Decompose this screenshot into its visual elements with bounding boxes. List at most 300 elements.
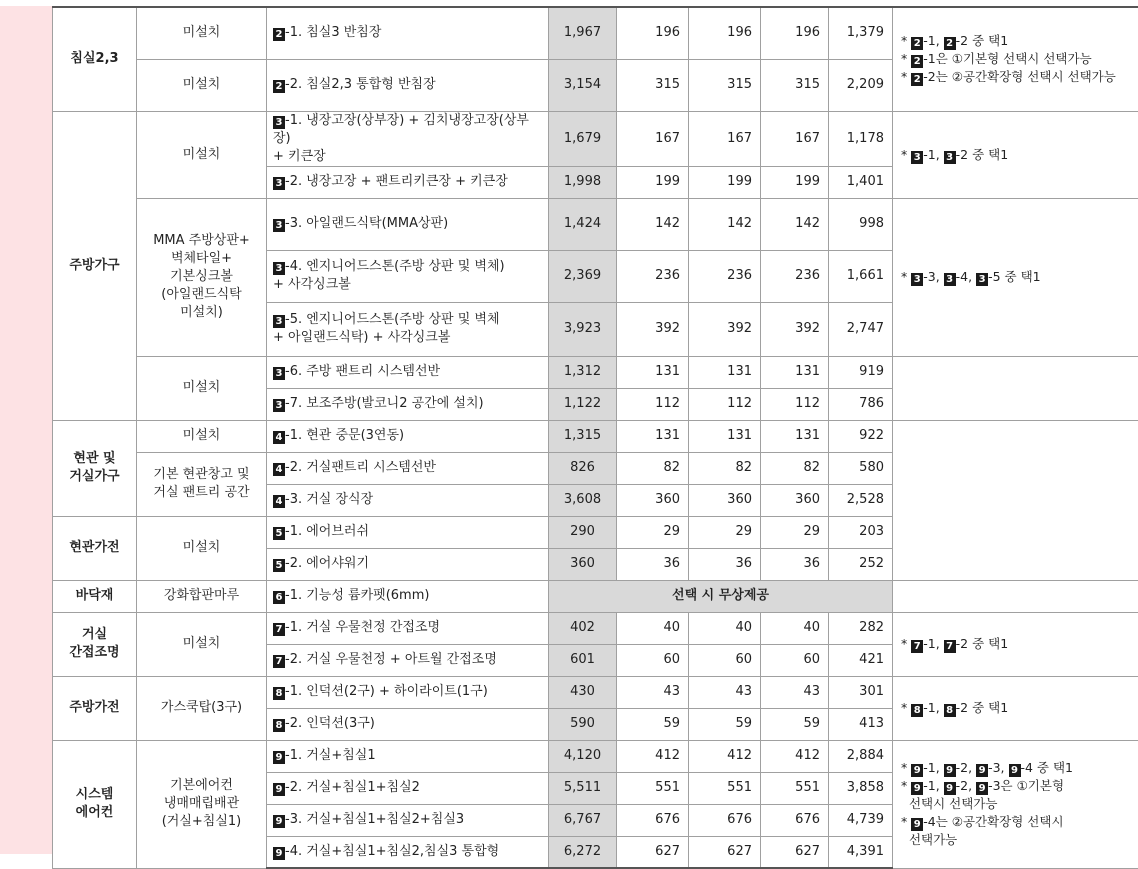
interim-payment: 29 bbox=[803, 524, 820, 539]
total-price: 1,998 bbox=[564, 174, 601, 189]
option-item-cell bbox=[267, 166, 549, 198]
base-spec-cell bbox=[137, 516, 267, 580]
note-line bbox=[901, 68, 1130, 86]
contract-payment: 551 bbox=[655, 780, 680, 795]
interim-payment-2-cell bbox=[761, 7, 829, 59]
option-item-label: -6. 주방 팬트리 시스템선반 bbox=[285, 364, 440, 379]
contract-payment: 40 bbox=[663, 620, 680, 635]
note-text: -2, bbox=[956, 760, 976, 775]
balance-cell bbox=[829, 452, 893, 484]
contract-payment-cell bbox=[617, 740, 689, 772]
total-price: 3,923 bbox=[564, 321, 601, 336]
note-line bbox=[901, 777, 1130, 795]
interim-payment: 59 bbox=[803, 716, 820, 731]
base-spec-label: 가스쿡탑(3구) bbox=[161, 700, 242, 715]
category-cell bbox=[53, 420, 137, 516]
total-price-cell bbox=[549, 166, 617, 198]
category-cell bbox=[53, 111, 137, 420]
interim-payment: 131 bbox=[795, 364, 820, 379]
base-spec-label: 강화합판마루 bbox=[164, 588, 239, 603]
base-spec-cell bbox=[137, 59, 267, 111]
note-bullet: * bbox=[901, 147, 911, 162]
balance-cell bbox=[829, 740, 893, 772]
note-cell bbox=[893, 198, 1138, 356]
category-cell bbox=[53, 740, 137, 868]
number-box-icon: 3 bbox=[273, 367, 285, 380]
note-bullet: * bbox=[901, 269, 911, 284]
note-line bbox=[901, 635, 1130, 653]
contract-payment-cell bbox=[617, 166, 689, 198]
contract-payment-cell bbox=[617, 676, 689, 708]
contract-payment: 131 bbox=[655, 428, 680, 443]
base-spec-label: 미설치 bbox=[183, 636, 221, 651]
interim-payment-1-cell bbox=[689, 250, 761, 302]
number-box-icon: 4 bbox=[273, 431, 285, 444]
number-box-icon: 9 bbox=[976, 764, 988, 777]
interim-payment: 196 bbox=[795, 25, 820, 40]
option-item-cell bbox=[267, 452, 549, 484]
note-text: -2 중 택1 bbox=[956, 700, 1009, 715]
note-cell bbox=[893, 7, 1138, 111]
base-spec-label: 미설치 bbox=[183, 540, 221, 555]
option-item-label: -7. 보조주방(발코니2 공간에 설치) bbox=[285, 396, 484, 411]
interim-payment: 360 bbox=[727, 492, 752, 507]
number-box-icon: 9 bbox=[273, 751, 285, 764]
number-box-icon: 2 bbox=[944, 37, 956, 50]
option-item-label: -3. 거실+침실1+침실2+침실3 bbox=[285, 812, 464, 827]
total-price: 290 bbox=[570, 524, 595, 539]
note-bullet: * bbox=[901, 51, 911, 66]
note-bullet bbox=[901, 832, 909, 847]
interim-payment: 627 bbox=[795, 844, 820, 859]
interim-payment: 199 bbox=[727, 174, 752, 189]
number-box-icon: 3 bbox=[944, 151, 956, 164]
balance-cell bbox=[829, 420, 893, 452]
option-item-label: -2. 거실+침실1+침실2 bbox=[285, 780, 420, 795]
option-item-cell bbox=[267, 804, 549, 836]
total-price-cell bbox=[549, 388, 617, 420]
total-price-cell bbox=[549, 420, 617, 452]
note-line bbox=[901, 50, 1130, 68]
interim-payment: 199 bbox=[795, 174, 820, 189]
contract-payment: 196 bbox=[655, 25, 680, 40]
interim-payment-2-cell bbox=[761, 644, 829, 676]
interim-payment: 82 bbox=[735, 460, 752, 475]
contract-payment-cell bbox=[617, 772, 689, 804]
note-text: -5 중 택1 bbox=[988, 269, 1041, 284]
interim-payment: 142 bbox=[727, 216, 752, 231]
interim-payment-1-cell bbox=[689, 804, 761, 836]
total-price: 6,767 bbox=[564, 812, 601, 827]
balance-payment: 4,739 bbox=[847, 812, 884, 827]
balance-cell bbox=[829, 388, 893, 420]
total-price-cell bbox=[549, 111, 617, 166]
contract-payment: 112 bbox=[655, 396, 680, 411]
total-price-cell bbox=[549, 452, 617, 484]
interim-payment: 412 bbox=[795, 748, 820, 763]
option-item-label: -1. 침실3 반침장 bbox=[285, 25, 381, 40]
interim-payment: 551 bbox=[727, 780, 752, 795]
interim-payment-1-cell bbox=[689, 166, 761, 198]
number-box-icon: 3 bbox=[273, 116, 285, 129]
balance-payment: 998 bbox=[859, 216, 884, 231]
option-item-cell bbox=[267, 836, 549, 868]
note-text: -1, bbox=[923, 147, 943, 162]
contract-payment: 627 bbox=[655, 844, 680, 859]
interim-payment-1-cell bbox=[689, 772, 761, 804]
contract-payment: 392 bbox=[655, 321, 680, 336]
balance-payment: 4,391 bbox=[847, 844, 884, 859]
total-price-cell bbox=[549, 302, 617, 356]
interim-payment-2-cell bbox=[761, 484, 829, 516]
total-price-cell bbox=[549, 356, 617, 388]
contract-payment-cell bbox=[617, 836, 689, 868]
base-spec-cell bbox=[137, 740, 267, 868]
table-row bbox=[53, 612, 1138, 644]
total-price-cell bbox=[549, 250, 617, 302]
note-text: -2는 ②공간확장형 선택시 선택가능 bbox=[923, 69, 1116, 84]
option-item-cell bbox=[267, 198, 549, 250]
total-price-cell bbox=[549, 484, 617, 516]
interim-payment: 131 bbox=[727, 364, 752, 379]
interim-payment-1-cell bbox=[689, 740, 761, 772]
option-item-label: -1. 거실 우물천정 간접조명 bbox=[285, 620, 440, 635]
note-line bbox=[901, 699, 1130, 717]
note-text: -1, bbox=[923, 636, 943, 651]
interim-payment: 196 bbox=[727, 25, 752, 40]
number-box-icon: 7 bbox=[273, 623, 285, 636]
total-price: 1,967 bbox=[564, 25, 601, 40]
interim-payment: 131 bbox=[727, 428, 752, 443]
balance-cell bbox=[829, 302, 893, 356]
interim-payment-2-cell bbox=[761, 59, 829, 111]
number-box-icon: 5 bbox=[273, 559, 285, 572]
note-text: -2 중 택1 bbox=[956, 33, 1009, 48]
total-price: 430 bbox=[570, 684, 595, 699]
note-text: 선택시 선택가능 bbox=[909, 796, 998, 811]
number-box-icon: 3 bbox=[944, 273, 956, 286]
total-price-cell bbox=[549, 7, 617, 59]
base-spec-label: 미설치 bbox=[183, 428, 221, 443]
table-row bbox=[53, 740, 1138, 772]
balance-payment: 919 bbox=[859, 364, 884, 379]
side-band bbox=[0, 6, 53, 854]
number-box-icon: 7 bbox=[911, 640, 923, 653]
contract-payment-cell bbox=[617, 198, 689, 250]
interim-payment-2-cell bbox=[761, 452, 829, 484]
note-text: -1, bbox=[923, 33, 943, 48]
note-text: -4는 ②공간확장형 선택시 bbox=[923, 814, 1063, 829]
balance-cell bbox=[829, 250, 893, 302]
number-box-icon: 9 bbox=[273, 815, 285, 828]
contract-payment-cell bbox=[617, 452, 689, 484]
note-line bbox=[901, 759, 1130, 777]
number-box-icon: 9 bbox=[944, 782, 956, 795]
contract-payment: 236 bbox=[655, 268, 680, 283]
base-spec-cell bbox=[137, 7, 267, 59]
note-line bbox=[901, 146, 1130, 164]
interim-payment: 60 bbox=[803, 652, 820, 667]
note-text: -3, bbox=[923, 269, 943, 284]
table-row bbox=[53, 198, 1138, 250]
category-label: 현관 및 거실가구 bbox=[69, 451, 119, 484]
total-price: 402 bbox=[570, 620, 595, 635]
interim-payment-1-cell bbox=[689, 302, 761, 356]
interim-payment-1-cell bbox=[689, 548, 761, 580]
contract-payment-cell bbox=[617, 59, 689, 111]
contract-payment-cell bbox=[617, 7, 689, 59]
balance-cell bbox=[829, 708, 893, 740]
category-cell bbox=[53, 580, 137, 612]
interim-payment-1-cell bbox=[689, 59, 761, 111]
number-box-icon: 3 bbox=[273, 399, 285, 412]
interim-payment-2-cell bbox=[761, 708, 829, 740]
base-spec-cell bbox=[137, 676, 267, 740]
option-item-cell bbox=[267, 302, 549, 356]
contract-payment: 167 bbox=[655, 131, 680, 146]
contract-payment-cell bbox=[617, 356, 689, 388]
note-bullet: * bbox=[901, 760, 911, 775]
note-line bbox=[901, 795, 1130, 813]
number-box-icon: 4 bbox=[273, 495, 285, 508]
note-text: -1, bbox=[923, 700, 943, 715]
note-cell bbox=[893, 612, 1138, 676]
total-price-cell bbox=[549, 198, 617, 250]
number-box-icon: 9 bbox=[944, 764, 956, 777]
option-item-cell bbox=[267, 708, 549, 740]
number-box-icon: 9 bbox=[911, 818, 923, 831]
balance-payment: 1,661 bbox=[847, 268, 884, 283]
note-line bbox=[901, 813, 1130, 831]
contract-payment-cell bbox=[617, 111, 689, 166]
base-spec-cell bbox=[137, 356, 267, 420]
total-price: 826 bbox=[570, 460, 595, 475]
free-provision-cell bbox=[549, 580, 893, 612]
interim-payment-2-cell bbox=[761, 388, 829, 420]
balance-cell bbox=[829, 804, 893, 836]
option-item-label: -1. 냉장고장(상부장) + 김치냉장고장(상부장) + 키큰장 bbox=[273, 113, 529, 164]
base-spec-cell bbox=[137, 111, 267, 198]
note-text: -1은 ①기본형 선택시 선택가능 bbox=[923, 51, 1091, 66]
category-cell bbox=[53, 612, 137, 676]
balance-payment: 252 bbox=[859, 556, 884, 571]
interim-payment: 236 bbox=[795, 268, 820, 283]
number-box-icon: 2 bbox=[273, 80, 285, 93]
note-line bbox=[901, 831, 1130, 849]
option-item-label: -3. 아일랜드식탁(MMA상판) bbox=[285, 216, 448, 231]
balance-cell bbox=[829, 356, 893, 388]
option-item-cell bbox=[267, 740, 549, 772]
balance-payment: 1,379 bbox=[847, 25, 884, 40]
interim-payment: 36 bbox=[735, 556, 752, 571]
option-item-label: -1. 인덕션(2구) + 하이라이트(1구) bbox=[285, 684, 488, 699]
option-item-label: -2. 인덕션(3구) bbox=[285, 716, 375, 731]
interim-payment-1-cell bbox=[689, 516, 761, 548]
total-price: 1,122 bbox=[564, 396, 601, 411]
contract-payment: 36 bbox=[663, 556, 680, 571]
interim-payment: 36 bbox=[803, 556, 820, 571]
number-box-icon: 2 bbox=[911, 37, 923, 50]
contract-payment: 360 bbox=[655, 492, 680, 507]
note-cell bbox=[893, 740, 1138, 868]
contract-payment-cell bbox=[617, 388, 689, 420]
total-price: 2,369 bbox=[564, 268, 601, 283]
number-box-icon: 8 bbox=[273, 687, 285, 700]
number-box-icon: 3 bbox=[273, 177, 285, 190]
option-item-label: -2. 에어샤워기 bbox=[285, 556, 369, 571]
balance-cell bbox=[829, 836, 893, 868]
total-price: 3,608 bbox=[564, 492, 601, 507]
interim-payment: 236 bbox=[727, 268, 752, 283]
total-price: 3,154 bbox=[564, 77, 601, 92]
total-price: 1,679 bbox=[564, 131, 601, 146]
interim-payment-1-cell bbox=[689, 452, 761, 484]
interim-payment-1-cell bbox=[689, 708, 761, 740]
contract-payment: 59 bbox=[663, 716, 680, 731]
balance-payment: 3,858 bbox=[847, 780, 884, 795]
total-price-cell bbox=[549, 836, 617, 868]
balance-cell bbox=[829, 612, 893, 644]
number-box-icon: 2 bbox=[911, 73, 923, 86]
contract-payment-cell bbox=[617, 644, 689, 676]
contract-payment: 199 bbox=[655, 174, 680, 189]
option-item-cell bbox=[267, 612, 549, 644]
total-price-cell bbox=[549, 644, 617, 676]
option-item-cell bbox=[267, 484, 549, 516]
contract-payment-cell bbox=[617, 484, 689, 516]
interim-payment-1-cell bbox=[689, 420, 761, 452]
option-item-label: -4. 엔지니어드스톤(주방 상판 및 벽체) + 사각싱크볼 bbox=[273, 259, 505, 292]
number-box-icon: 3 bbox=[273, 219, 285, 232]
note-bullet: * bbox=[901, 700, 911, 715]
interim-payment: 392 bbox=[727, 321, 752, 336]
number-box-icon: 3 bbox=[911, 273, 923, 286]
note-bullet: * bbox=[901, 636, 911, 651]
interim-payment: 676 bbox=[795, 812, 820, 827]
total-price-cell bbox=[549, 708, 617, 740]
interim-payment-1-cell bbox=[689, 7, 761, 59]
note-text: -4, bbox=[956, 269, 976, 284]
balance-cell bbox=[829, 7, 893, 59]
option-item-label: -2. 침실2,3 통합형 반침장 bbox=[285, 77, 436, 92]
table-row bbox=[53, 580, 1138, 612]
base-spec-label: 미설치 bbox=[183, 25, 221, 40]
option-item-cell bbox=[267, 644, 549, 676]
interim-payment-2-cell bbox=[761, 166, 829, 198]
interim-payment: 131 bbox=[795, 428, 820, 443]
option-item-label: -1. 거실+침실1 bbox=[285, 748, 376, 763]
interim-payment: 412 bbox=[727, 748, 752, 763]
contract-payment-cell bbox=[617, 612, 689, 644]
interim-payment: 59 bbox=[735, 716, 752, 731]
option-item-cell bbox=[267, 59, 549, 111]
balance-payment: 2,528 bbox=[847, 492, 884, 507]
note-bullet: * bbox=[901, 814, 911, 829]
balance-cell bbox=[829, 484, 893, 516]
number-box-icon: 9 bbox=[911, 782, 923, 795]
note-line bbox=[901, 32, 1130, 50]
base-spec-label: 기본 현관창고 및 거실 팬트리 공간 bbox=[153, 467, 249, 500]
contract-payment: 43 bbox=[663, 684, 680, 699]
option-item-cell bbox=[267, 7, 549, 59]
interim-payment: 167 bbox=[727, 131, 752, 146]
contract-payment: 412 bbox=[655, 748, 680, 763]
balance-payment: 413 bbox=[859, 716, 884, 731]
interim-payment-2-cell bbox=[761, 548, 829, 580]
contract-payment-cell bbox=[617, 804, 689, 836]
total-price: 1,424 bbox=[564, 216, 601, 231]
interim-payment-2-cell bbox=[761, 836, 829, 868]
balance-payment: 282 bbox=[859, 620, 884, 635]
table-row bbox=[53, 7, 1138, 59]
balance-cell bbox=[829, 166, 893, 198]
contract-payment-cell bbox=[617, 302, 689, 356]
note-line bbox=[901, 268, 1130, 286]
category-cell bbox=[53, 676, 137, 740]
balance-payment: 2,884 bbox=[847, 748, 884, 763]
free-provision-label: 선택 시 무상제공 bbox=[672, 588, 769, 603]
number-box-icon: 7 bbox=[944, 640, 956, 653]
number-box-icon: 9 bbox=[976, 782, 988, 795]
balance-cell bbox=[829, 644, 893, 676]
total-price-cell bbox=[549, 612, 617, 644]
option-item-cell bbox=[267, 516, 549, 548]
total-price: 6,272 bbox=[564, 844, 601, 859]
note-cell bbox=[893, 111, 1138, 198]
category-label: 바닥재 bbox=[76, 588, 114, 603]
interim-payment: 29 bbox=[735, 524, 752, 539]
interim-payment-2-cell bbox=[761, 516, 829, 548]
option-item-cell bbox=[267, 250, 549, 302]
category-cell bbox=[53, 516, 137, 580]
balance-cell bbox=[829, 676, 893, 708]
contract-payment-cell bbox=[617, 420, 689, 452]
interim-payment: 60 bbox=[735, 652, 752, 667]
balance-cell bbox=[829, 548, 893, 580]
interim-payment: 112 bbox=[795, 396, 820, 411]
interim-payment-1-cell bbox=[689, 644, 761, 676]
total-price-cell bbox=[549, 548, 617, 580]
balance-payment: 1,401 bbox=[847, 174, 884, 189]
base-spec-cell bbox=[137, 452, 267, 516]
note-text: -3, bbox=[988, 760, 1008, 775]
contract-payment: 29 bbox=[663, 524, 680, 539]
note-text: -4 중 택1 bbox=[1021, 760, 1074, 775]
interim-payment-1-cell bbox=[689, 484, 761, 516]
interim-payment-2-cell bbox=[761, 612, 829, 644]
category-label: 현관가전 bbox=[69, 540, 119, 555]
interim-payment-1-cell bbox=[689, 612, 761, 644]
balance-payment: 2,747 bbox=[847, 321, 884, 336]
interim-payment-1-cell bbox=[689, 198, 761, 250]
note-cell bbox=[893, 356, 1138, 420]
number-box-icon: 7 bbox=[273, 655, 285, 668]
interim-payment: 112 bbox=[727, 396, 752, 411]
contract-payment: 131 bbox=[655, 364, 680, 379]
number-box-icon: 8 bbox=[944, 704, 956, 717]
interim-payment: 40 bbox=[803, 620, 820, 635]
option-item-label: -3. 거실 장식장 bbox=[285, 492, 373, 507]
balance-payment: 301 bbox=[859, 684, 884, 699]
option-item-cell bbox=[267, 388, 549, 420]
category-label: 주방가전 bbox=[69, 700, 119, 715]
table-row bbox=[53, 356, 1138, 388]
balance-payment: 203 bbox=[859, 524, 884, 539]
base-spec-cell bbox=[137, 198, 267, 356]
base-spec-cell bbox=[137, 420, 267, 452]
number-box-icon: 8 bbox=[911, 704, 923, 717]
note-text: -2, bbox=[956, 778, 976, 793]
